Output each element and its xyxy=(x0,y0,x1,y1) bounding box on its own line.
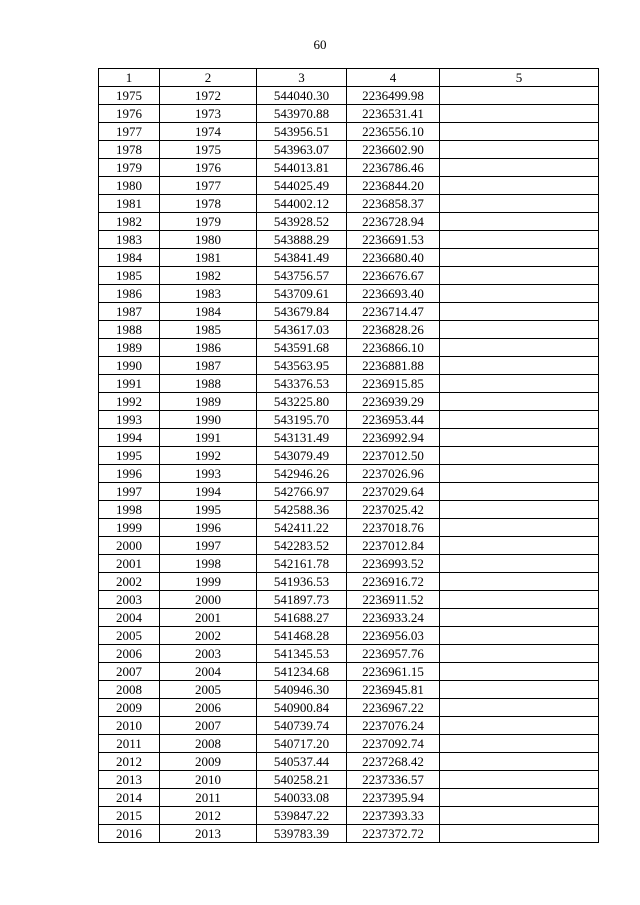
table-cell-col-5 xyxy=(440,627,599,645)
table-cell-col-4: 2236728.94 xyxy=(347,213,440,231)
table-cell-col-5 xyxy=(440,195,599,213)
table-cell-col-3: 540033.08 xyxy=(257,789,347,807)
table-cell-col-3: 543888.29 xyxy=(257,231,347,249)
table-cell-col-4: 2236956.03 xyxy=(347,627,440,645)
table-cell-col-3: 543079.49 xyxy=(257,447,347,465)
coordinates-table xyxy=(98,68,599,843)
table-cell-col-2: 1995 xyxy=(160,501,257,519)
table-cell-col-3: 542766.97 xyxy=(257,483,347,501)
table-body xyxy=(99,87,599,843)
table-cell-col-1: 2008 xyxy=(99,681,160,699)
table-cell-col-1: 1986 xyxy=(99,285,160,303)
table-cell-col-2: 1974 xyxy=(160,123,257,141)
table-cell-col-2: 1989 xyxy=(160,393,257,411)
table-cell-col-1: 1984 xyxy=(99,249,160,267)
table-cell-col-1: 2016 xyxy=(99,825,160,843)
table-row xyxy=(99,447,599,465)
table-cell-col-5 xyxy=(440,609,599,627)
table-row xyxy=(99,825,599,843)
table-row xyxy=(99,681,599,699)
table-cell-col-5 xyxy=(440,285,599,303)
table-cell-col-4: 2237076.24 xyxy=(347,717,440,735)
table-cell-col-3: 543591.68 xyxy=(257,339,347,357)
table-cell-col-2: 1975 xyxy=(160,141,257,159)
table-cell-col-2: 1984 xyxy=(160,303,257,321)
table-row xyxy=(99,267,599,285)
table-cell-col-3: 543376.53 xyxy=(257,375,347,393)
table-row xyxy=(99,789,599,807)
table-cell-col-4: 2236680.40 xyxy=(347,249,440,267)
table-row xyxy=(99,753,599,771)
table-row xyxy=(99,501,599,519)
table-row xyxy=(99,231,599,249)
header-row xyxy=(99,69,599,87)
table-row xyxy=(99,483,599,501)
table-cell-col-4: 2236531.41 xyxy=(347,105,440,123)
table-cell-col-1: 2000 xyxy=(99,537,160,555)
table-cell-col-5 xyxy=(440,573,599,591)
table-cell-col-3: 542283.52 xyxy=(257,537,347,555)
table-cell-col-1: 1979 xyxy=(99,159,160,177)
table-cell-col-2: 1978 xyxy=(160,195,257,213)
table-cell-col-4: 2237012.50 xyxy=(347,447,440,465)
table-cell-col-1: 1982 xyxy=(99,213,160,231)
table-cell-col-4: 2236939.29 xyxy=(347,393,440,411)
table-cell-col-3: 540537.44 xyxy=(257,753,347,771)
table-cell-col-2: 1977 xyxy=(160,177,257,195)
table-cell-col-4: 2236915.85 xyxy=(347,375,440,393)
table-cell-col-1: 2005 xyxy=(99,627,160,645)
table-cell-col-2: 2009 xyxy=(160,753,257,771)
table-cell-col-2: 1987 xyxy=(160,357,257,375)
page-number: 60 xyxy=(313,37,327,52)
table-cell-col-4: 2237092.74 xyxy=(347,735,440,753)
table-cell-col-5 xyxy=(440,807,599,825)
table-cell-col-4: 2236933.24 xyxy=(347,609,440,627)
table-row xyxy=(99,375,599,393)
table-cell-col-5 xyxy=(440,141,599,159)
table-cell-col-3: 543756.57 xyxy=(257,267,347,285)
table-cell-col-1: 2002 xyxy=(99,573,160,591)
table-cell-col-5 xyxy=(440,393,599,411)
table-cell-col-3: 543679.84 xyxy=(257,303,347,321)
table-row xyxy=(99,627,599,645)
table-row xyxy=(99,339,599,357)
table-cell-col-4: 2236693.40 xyxy=(347,285,440,303)
table-cell-col-2: 2003 xyxy=(160,645,257,663)
table-cell-col-4: 2237018.76 xyxy=(347,519,440,537)
table-cell-col-1: 1976 xyxy=(99,105,160,123)
table-cell-col-2: 1986 xyxy=(160,339,257,357)
table-cell-col-5 xyxy=(440,87,599,105)
table-cell-col-2: 2000 xyxy=(160,591,257,609)
table-row xyxy=(99,159,599,177)
table-cell-col-2: 2004 xyxy=(160,663,257,681)
table-cell-col-2: 2001 xyxy=(160,609,257,627)
column-header-3: 3 xyxy=(257,69,347,87)
table-cell-col-5 xyxy=(440,375,599,393)
table-cell-col-3: 543956.51 xyxy=(257,123,347,141)
table-row xyxy=(99,141,599,159)
table-row xyxy=(99,429,599,447)
table-cell-col-5 xyxy=(440,105,599,123)
table-cell-col-3: 542588.36 xyxy=(257,501,347,519)
table-cell-col-1: 1999 xyxy=(99,519,160,537)
table-cell-col-3: 541688.27 xyxy=(257,609,347,627)
table-row xyxy=(99,105,599,123)
table-cell-col-4: 2236993.52 xyxy=(347,555,440,573)
table-cell-col-5 xyxy=(440,411,599,429)
column-header-2: 2 xyxy=(160,69,257,87)
table-cell-col-2: 2007 xyxy=(160,717,257,735)
table-cell-col-1: 1997 xyxy=(99,483,160,501)
table-cell-col-3: 540739.74 xyxy=(257,717,347,735)
table-header xyxy=(99,69,599,87)
table-cell-col-4: 2236714.47 xyxy=(347,303,440,321)
table-cell-col-5 xyxy=(440,717,599,735)
table-cell-col-2: 2010 xyxy=(160,771,257,789)
table-row xyxy=(99,195,599,213)
table-cell-col-5 xyxy=(440,483,599,501)
table-cell-col-5 xyxy=(440,159,599,177)
table-cell-col-3: 541468.28 xyxy=(257,627,347,645)
table-cell-col-2: 2011 xyxy=(160,789,257,807)
table-cell-col-5 xyxy=(440,267,599,285)
table-cell-col-3: 543563.95 xyxy=(257,357,347,375)
table-cell-col-4: 2236953.44 xyxy=(347,411,440,429)
table-cell-col-2: 1990 xyxy=(160,411,257,429)
table-cell-col-2: 1980 xyxy=(160,231,257,249)
table-row xyxy=(99,555,599,573)
table-cell-col-5 xyxy=(440,519,599,537)
table-cell-col-2: 1991 xyxy=(160,429,257,447)
table-cell-col-4: 2236828.26 xyxy=(347,321,440,339)
table-cell-col-2: 1988 xyxy=(160,375,257,393)
table-cell-col-1: 1991 xyxy=(99,375,160,393)
table-cell-col-3: 540258.21 xyxy=(257,771,347,789)
table-cell-col-4: 2236957.76 xyxy=(347,645,440,663)
table-cell-col-5 xyxy=(440,321,599,339)
column-header-4: 4 xyxy=(347,69,440,87)
table-cell-col-2: 1994 xyxy=(160,483,257,501)
table-cell-col-5 xyxy=(440,771,599,789)
table-row xyxy=(99,609,599,627)
table-cell-col-3: 543131.49 xyxy=(257,429,347,447)
table-cell-col-5 xyxy=(440,447,599,465)
table-cell-col-2: 2002 xyxy=(160,627,257,645)
table-cell-col-5 xyxy=(440,789,599,807)
table-cell-col-5 xyxy=(440,663,599,681)
table-row xyxy=(99,699,599,717)
table-cell-col-5 xyxy=(440,303,599,321)
table-cell-col-1: 2011 xyxy=(99,735,160,753)
table-cell-col-2: 1996 xyxy=(160,519,257,537)
table-cell-col-5 xyxy=(440,555,599,573)
table-cell-col-3: 543970.88 xyxy=(257,105,347,123)
table-cell-col-4: 2237029.64 xyxy=(347,483,440,501)
table-row xyxy=(99,393,599,411)
table-cell-col-5 xyxy=(440,465,599,483)
table-cell-col-5 xyxy=(440,501,599,519)
table-cell-col-2: 2012 xyxy=(160,807,257,825)
table-cell-col-1: 1989 xyxy=(99,339,160,357)
table-cell-col-3: 540946.30 xyxy=(257,681,347,699)
table-cell-col-1: 2004 xyxy=(99,609,160,627)
table-cell-col-4: 2236858.37 xyxy=(347,195,440,213)
table-cell-col-1: 2012 xyxy=(99,753,160,771)
table-row xyxy=(99,771,599,789)
table-cell-col-2: 1992 xyxy=(160,447,257,465)
table-cell-col-3: 540900.84 xyxy=(257,699,347,717)
table-cell-col-5 xyxy=(440,357,599,375)
table-cell-col-2: 1999 xyxy=(160,573,257,591)
table-row xyxy=(99,357,599,375)
table-cell-col-5 xyxy=(440,681,599,699)
table-cell-col-3: 543928.52 xyxy=(257,213,347,231)
table-cell-col-1: 2006 xyxy=(99,645,160,663)
table-cell-col-1: 1975 xyxy=(99,87,160,105)
table-cell-col-5 xyxy=(440,213,599,231)
table-cell-col-1: 1980 xyxy=(99,177,160,195)
table-cell-col-2: 1985 xyxy=(160,321,257,339)
table-cell-col-4: 2236961.15 xyxy=(347,663,440,681)
table-cell-col-5 xyxy=(440,735,599,753)
table-cell-col-3: 543709.61 xyxy=(257,285,347,303)
table-cell-col-1: 2001 xyxy=(99,555,160,573)
table-cell-col-3: 543195.70 xyxy=(257,411,347,429)
table-cell-col-5 xyxy=(440,825,599,843)
table-cell-col-3: 541936.53 xyxy=(257,573,347,591)
table-cell-col-1: 1981 xyxy=(99,195,160,213)
table-cell-col-4: 2237393.33 xyxy=(347,807,440,825)
table-cell-col-4: 2236911.52 xyxy=(347,591,440,609)
table-cell-col-5 xyxy=(440,339,599,357)
table-row xyxy=(99,177,599,195)
table-cell-col-1: 1978 xyxy=(99,141,160,159)
table-cell-col-1: 2009 xyxy=(99,699,160,717)
table-row xyxy=(99,663,599,681)
table-cell-col-3: 543225.80 xyxy=(257,393,347,411)
table-cell-col-3: 541897.73 xyxy=(257,591,347,609)
table-cell-col-3: 544013.81 xyxy=(257,159,347,177)
table-cell-col-4: 2237336.57 xyxy=(347,771,440,789)
table-cell-col-1: 1995 xyxy=(99,447,160,465)
table-cell-col-4: 2236556.10 xyxy=(347,123,440,141)
table-cell-col-5 xyxy=(440,753,599,771)
table-cell-col-1: 2003 xyxy=(99,591,160,609)
table-cell-col-4: 2237025.42 xyxy=(347,501,440,519)
table-row xyxy=(99,465,599,483)
table-cell-col-2: 1998 xyxy=(160,555,257,573)
table-cell-col-3: 544025.49 xyxy=(257,177,347,195)
table-cell-col-3: 541234.68 xyxy=(257,663,347,681)
table-cell-col-1: 1990 xyxy=(99,357,160,375)
table-cell-col-3: 543963.07 xyxy=(257,141,347,159)
table-cell-col-2: 1972 xyxy=(160,87,257,105)
table-row xyxy=(99,573,599,591)
table-cell-col-4: 2236691.53 xyxy=(347,231,440,249)
table-cell-col-4: 2236499.98 xyxy=(347,87,440,105)
table-cell-col-5 xyxy=(440,429,599,447)
table-cell-col-1: 1996 xyxy=(99,465,160,483)
table-cell-col-2: 2013 xyxy=(160,825,257,843)
table-cell-col-1: 1977 xyxy=(99,123,160,141)
table-cell-col-4: 2236844.20 xyxy=(347,177,440,195)
table-cell-col-5 xyxy=(440,123,599,141)
table-cell-col-3: 544002.12 xyxy=(257,195,347,213)
table-cell-col-4: 2236676.67 xyxy=(347,267,440,285)
table-cell-col-3: 543617.03 xyxy=(257,321,347,339)
table-cell-col-3: 542411.22 xyxy=(257,519,347,537)
table-cell-col-4: 2236992.94 xyxy=(347,429,440,447)
table-cell-col-2: 2008 xyxy=(160,735,257,753)
table-row xyxy=(99,411,599,429)
table-row xyxy=(99,591,599,609)
table-cell-col-2: 2006 xyxy=(160,699,257,717)
table-cell-col-1: 1987 xyxy=(99,303,160,321)
table-cell-col-2: 1993 xyxy=(160,465,257,483)
table-row xyxy=(99,735,599,753)
table-row xyxy=(99,285,599,303)
table-cell-col-5 xyxy=(440,591,599,609)
table-cell-col-1: 1998 xyxy=(99,501,160,519)
table-cell-col-4: 2236945.81 xyxy=(347,681,440,699)
table-cell-col-3: 539847.22 xyxy=(257,807,347,825)
table-cell-col-2: 1979 xyxy=(160,213,257,231)
table-cell-col-3: 540717.20 xyxy=(257,735,347,753)
table-cell-col-1: 1983 xyxy=(99,231,160,249)
table-cell-col-5 xyxy=(440,231,599,249)
table-cell-col-5 xyxy=(440,699,599,717)
table-cell-col-1: 1992 xyxy=(99,393,160,411)
table-row xyxy=(99,537,599,555)
table-cell-col-2: 1973 xyxy=(160,105,257,123)
table-row xyxy=(99,645,599,663)
table-cell-col-3: 539783.39 xyxy=(257,825,347,843)
table-cell-col-1: 2013 xyxy=(99,771,160,789)
table-cell-col-1: 1993 xyxy=(99,411,160,429)
table-cell-col-3: 543841.49 xyxy=(257,249,347,267)
table-cell-col-4: 2236866.10 xyxy=(347,339,440,357)
table-cell-col-4: 2236967.22 xyxy=(347,699,440,717)
table-cell-col-2: 1982 xyxy=(160,267,257,285)
table-cell-col-4: 2237372.72 xyxy=(347,825,440,843)
table-row xyxy=(99,123,599,141)
table-cell-col-4: 2236881.88 xyxy=(347,357,440,375)
table-row xyxy=(99,249,599,267)
table-cell-col-1: 2015 xyxy=(99,807,160,825)
table-cell-col-3: 544040.30 xyxy=(257,87,347,105)
table-cell-col-3: 542946.26 xyxy=(257,465,347,483)
column-header-5: 5 xyxy=(440,69,599,87)
table-cell-col-1: 1985 xyxy=(99,267,160,285)
table-row xyxy=(99,519,599,537)
table-cell-col-2: 1981 xyxy=(160,249,257,267)
table-cell-col-5 xyxy=(440,645,599,663)
table-cell-col-5 xyxy=(440,249,599,267)
table-cell-col-1: 1988 xyxy=(99,321,160,339)
table-cell-col-4: 2237268.42 xyxy=(347,753,440,771)
table-cell-col-4: 2236602.90 xyxy=(347,141,440,159)
table-cell-col-2: 1997 xyxy=(160,537,257,555)
table-cell-col-4: 2237026.96 xyxy=(347,465,440,483)
table-row xyxy=(99,807,599,825)
table-cell-col-2: 1983 xyxy=(160,285,257,303)
table-row xyxy=(99,717,599,735)
table-cell-col-4: 2236786.46 xyxy=(347,159,440,177)
table-row xyxy=(99,321,599,339)
table-row xyxy=(99,87,599,105)
table-cell-col-3: 541345.53 xyxy=(257,645,347,663)
table-row xyxy=(99,213,599,231)
table-cell-col-5 xyxy=(440,537,599,555)
table-cell-col-2: 2005 xyxy=(160,681,257,699)
table-cell-col-1: 2010 xyxy=(99,717,160,735)
table-cell-col-4: 2237012.84 xyxy=(347,537,440,555)
column-header-1: 1 xyxy=(99,69,160,87)
table-cell-col-4: 2236916.72 xyxy=(347,573,440,591)
table-cell-col-5 xyxy=(440,177,599,195)
table-cell-col-1: 2014 xyxy=(99,789,160,807)
table-cell-col-1: 2007 xyxy=(99,663,160,681)
table-cell-col-3: 542161.78 xyxy=(257,555,347,573)
table-cell-col-2: 1976 xyxy=(160,159,257,177)
table-cell-col-4: 2237395.94 xyxy=(347,789,440,807)
table-row xyxy=(99,303,599,321)
table-cell-col-1: 1994 xyxy=(99,429,160,447)
